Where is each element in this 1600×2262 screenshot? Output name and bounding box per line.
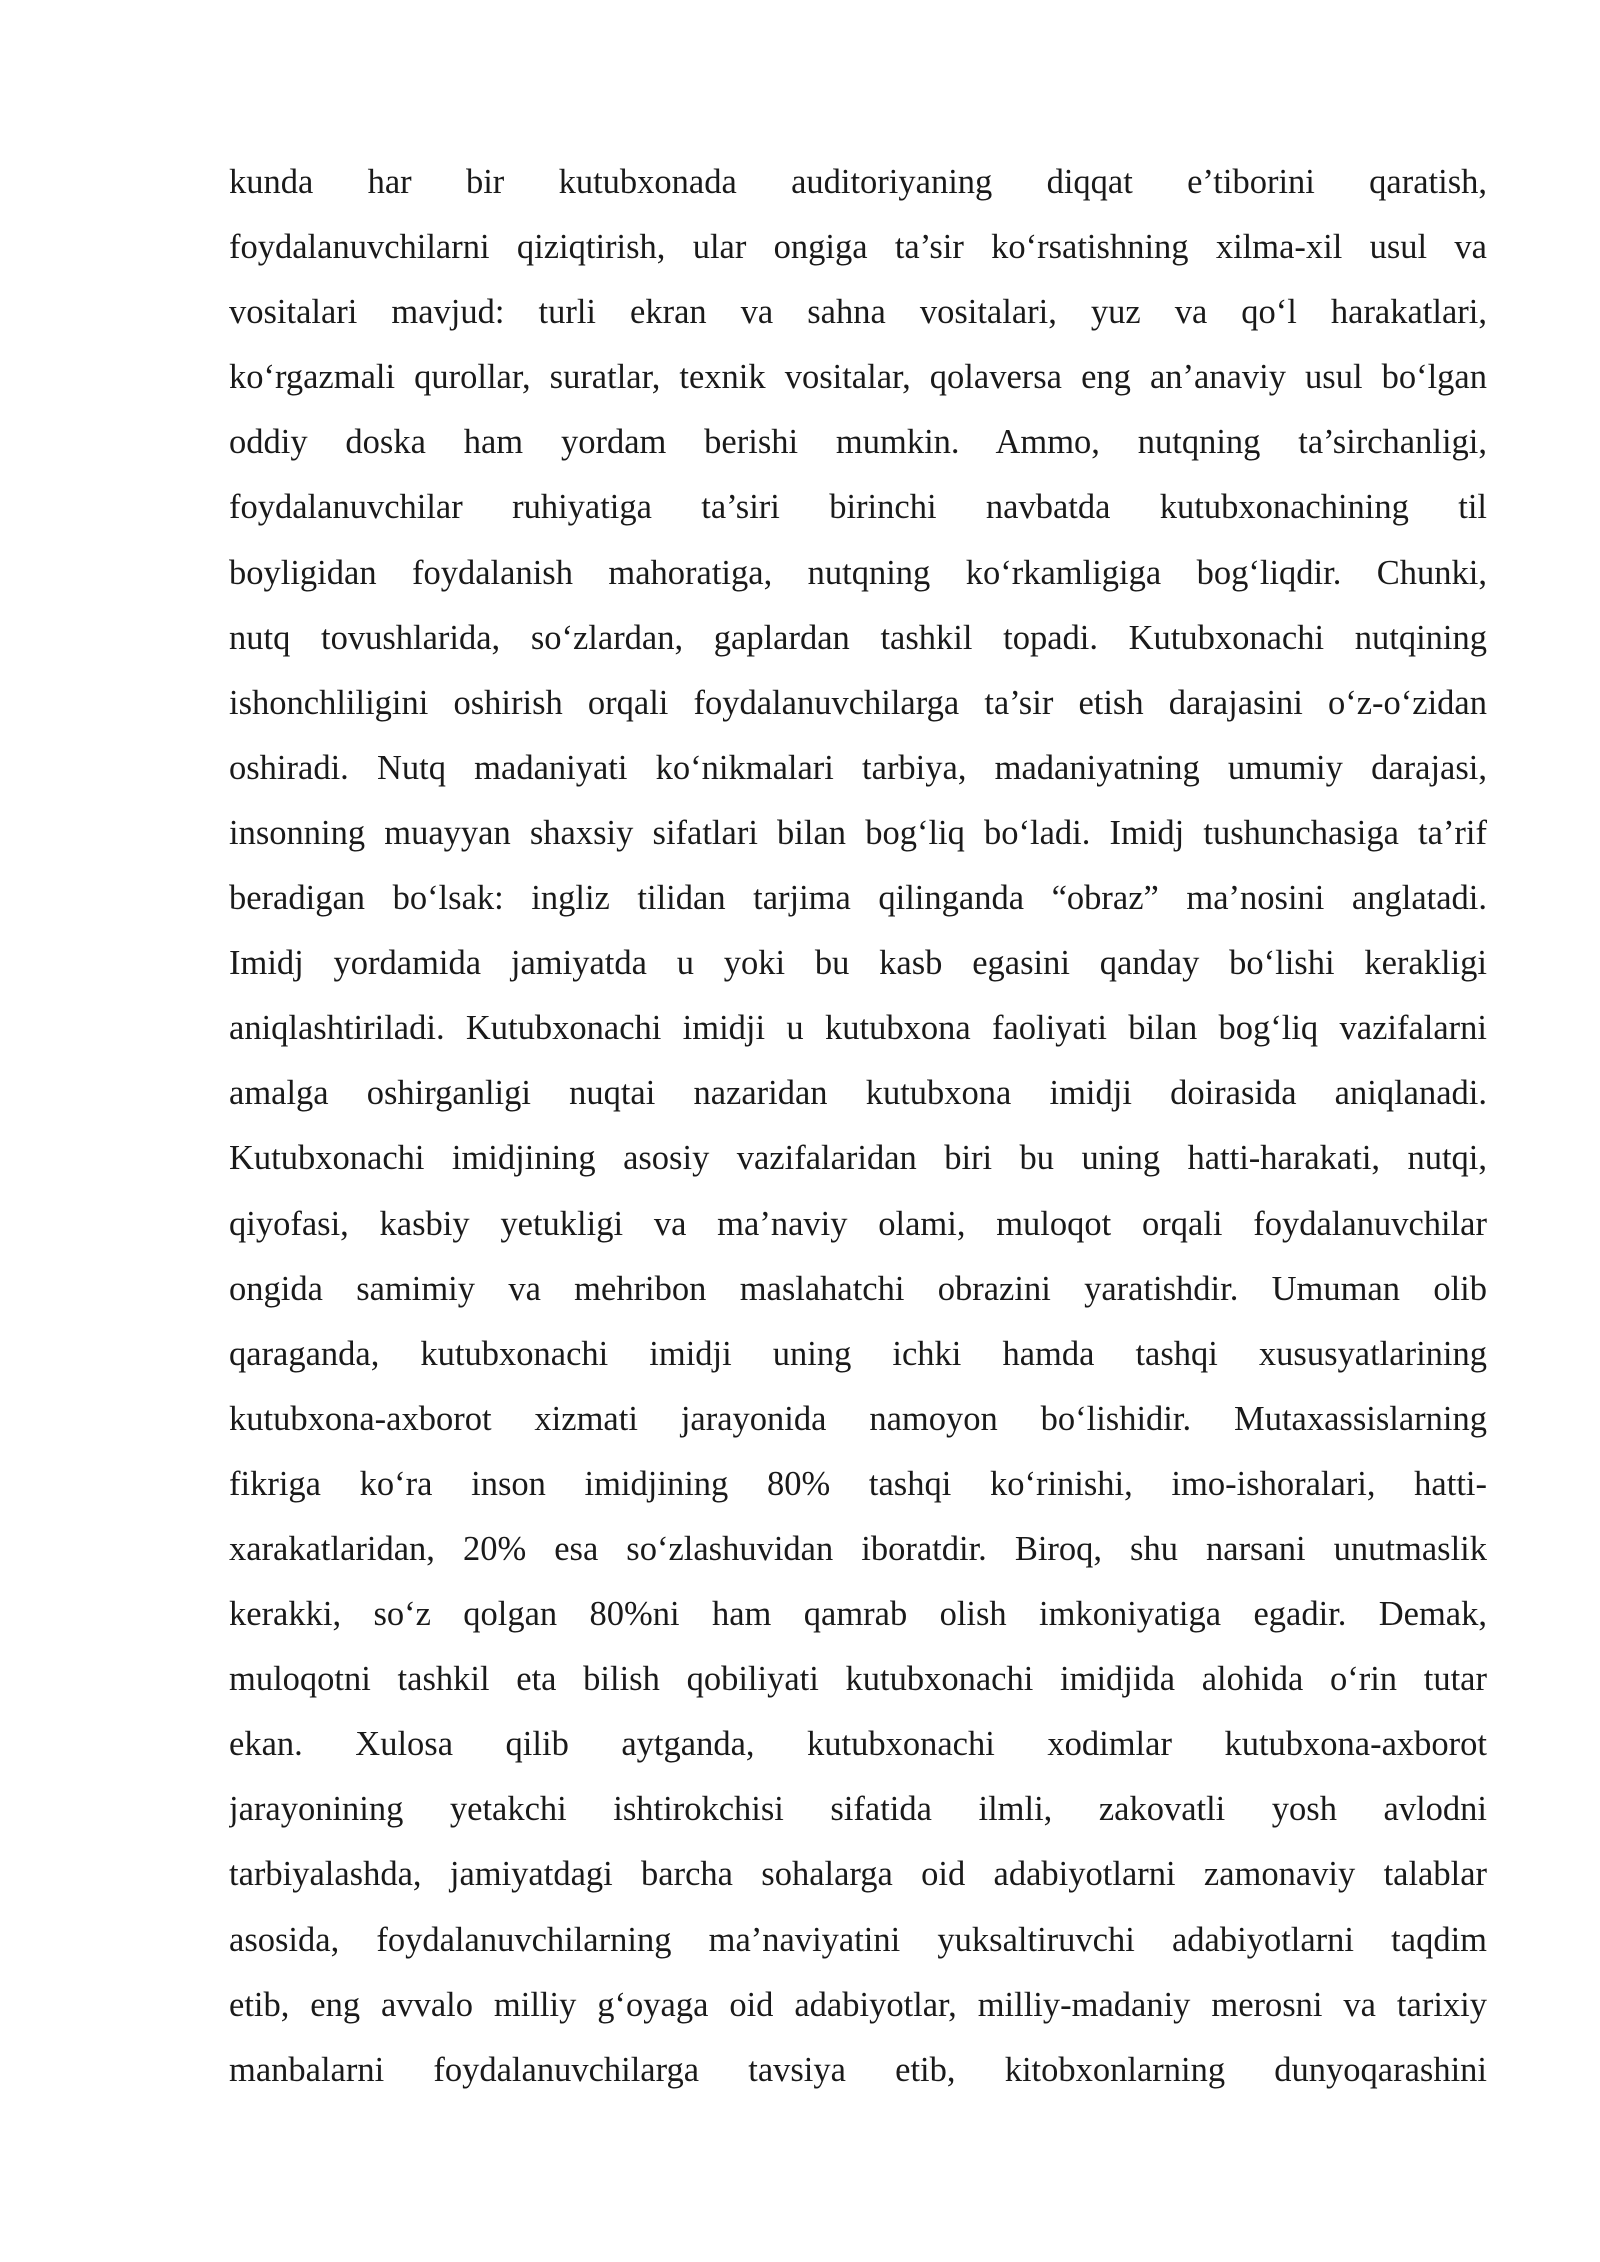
text-line: boyligidan foydalanish mahoratiga, nutqning ko‘rkamligiga bog‘liqdir. Chunki, (229, 553, 1487, 592)
text-line: tarbiyalashda, jamiyatdagi barcha sohalarga oid adabiyotlarni zamonaviy talablar (229, 1855, 1487, 1894)
text-line: insonning muayyan shaxsiy sifatlari bilan bog‘liq bo‘ladi. Imidj tushunchasiga ta’rif (229, 813, 1487, 852)
body-paragraph (229, 150, 1487, 2103)
text-line: foydalanuvchilarni qiziqtirish, ular ongiga ta’sir ko‘rsatishning xilma-xil usul va (229, 228, 1487, 267)
text-line: nutq tovushlarida, so‘zlardan, gaplardan tashkil topadi. Kutubxonachi nutqining (229, 618, 1487, 657)
text-line: muloqotni tashkil eta bilish qobiliyati kutubxonachi imidjida alohida o‘rin tutar (229, 1660, 1487, 1699)
text-line: aniqlashtiriladi. Kutubxonachi imidji u kutubxona faoliyati bilan bog‘liq vazifalarni (229, 1009, 1487, 1048)
text-line: fikriga ko‘ra inson imidjining 80% tashqi ko‘rinishi, imo-ishoralari, hatti- (229, 1464, 1487, 1503)
text-line: qaraganda, kutubxonachi imidji uning ichki hamda tashqi xususyatlarining (229, 1334, 1487, 1373)
text-line: manbalarni foydalanuvchilarga tavsiya etib, kitobxonlarning dunyoqarashini (229, 2050, 1487, 2089)
text-line: amalga oshirganligi nuqtai nazaridan kutubxona imidji doirasida aniqlanadi. (229, 1074, 1487, 1113)
text-line: ko‘rgazmali qurollar, suratlar, texnik vositalar, qolaversa eng an’anaviy usul bo‘lgan (229, 358, 1487, 397)
text-line: Imidj yordamida jamiyatda u yoki bu kasb egasini qanday bo‘lishi kerakligi (229, 944, 1487, 983)
text-line: jarayonining yetakchi ishtirokchisi sifatida ilmli, zakovatli yosh avlodni (229, 1790, 1487, 1829)
text-line: oddiy doska ham yordam berishi mumkin. Ammo, nutqning ta’sirchanligi, (229, 423, 1487, 462)
text-line: asosida, foydalanuvchilarning ma’naviyatini yuksaltiruvchi adabiyotlarni taqdim (229, 1920, 1487, 1959)
text-line: xarakatlaridan, 20% esa so‘zlashuvidan iboratdir. Biroq, shu narsani unutmaslik (229, 1529, 1487, 1568)
text-line: kunda har bir kutubxonada auditoriyaning diqqat e’tiborini qaratish, (229, 163, 1487, 201)
text-line: kutubxona-axborot xizmati jarayonida namoyon bo‘lishidir. Mutaxassislarning (229, 1399, 1487, 1438)
text-line: ongida samimiy va mehribon maslahatchi obrazini yaratishdir. Umuman olib (229, 1269, 1487, 1308)
text-line: vositalari mavjud: turli ekran va sahna vositalari, yuz va qo‘l harakatlari, (229, 293, 1487, 332)
text-line: kerakki, so‘z qolgan 80%ni ham qamrab olish imkoniyatiga egadir. Demak, (229, 1595, 1487, 1634)
text-line: beradigan bo‘lsak: ingliz tilidan tarjima qilinganda “obraz” ma’nosini anglatadi. (229, 879, 1487, 918)
text-line: etib, eng avvalo milliy g‘oyaga oid adabiyotlar, milliy-madaniy merosni va tarixiy (229, 1985, 1487, 2024)
text-line: ishonchliligini oshirish orqali foydalanuvchilarga ta’sir etish darajasini o‘z-o‘zidan (229, 683, 1487, 722)
text-line: ekan. Xulosa qilib aytganda, kutubxonachi xodimlar kutubxona-axborot (229, 1725, 1487, 1764)
text-line: oshiradi. Nutq madaniyati ko‘nikmalari tarbiya, madaniyatning umumiy darajasi, (229, 748, 1487, 787)
text-line: Kutubxonachi imidjining asosiy vazifalaridan biri bu uning hatti-harakati, nutqi, (229, 1139, 1487, 1178)
text-line: qiyofasi, kasbiy yetukligi va ma’naviy olami, muloqot orqali foydalanuvchilar (229, 1204, 1487, 1243)
text-line: foydalanuvchilar ruhiyatiga ta’siri birinchi navbatda kutubxonachining til (229, 488, 1487, 527)
